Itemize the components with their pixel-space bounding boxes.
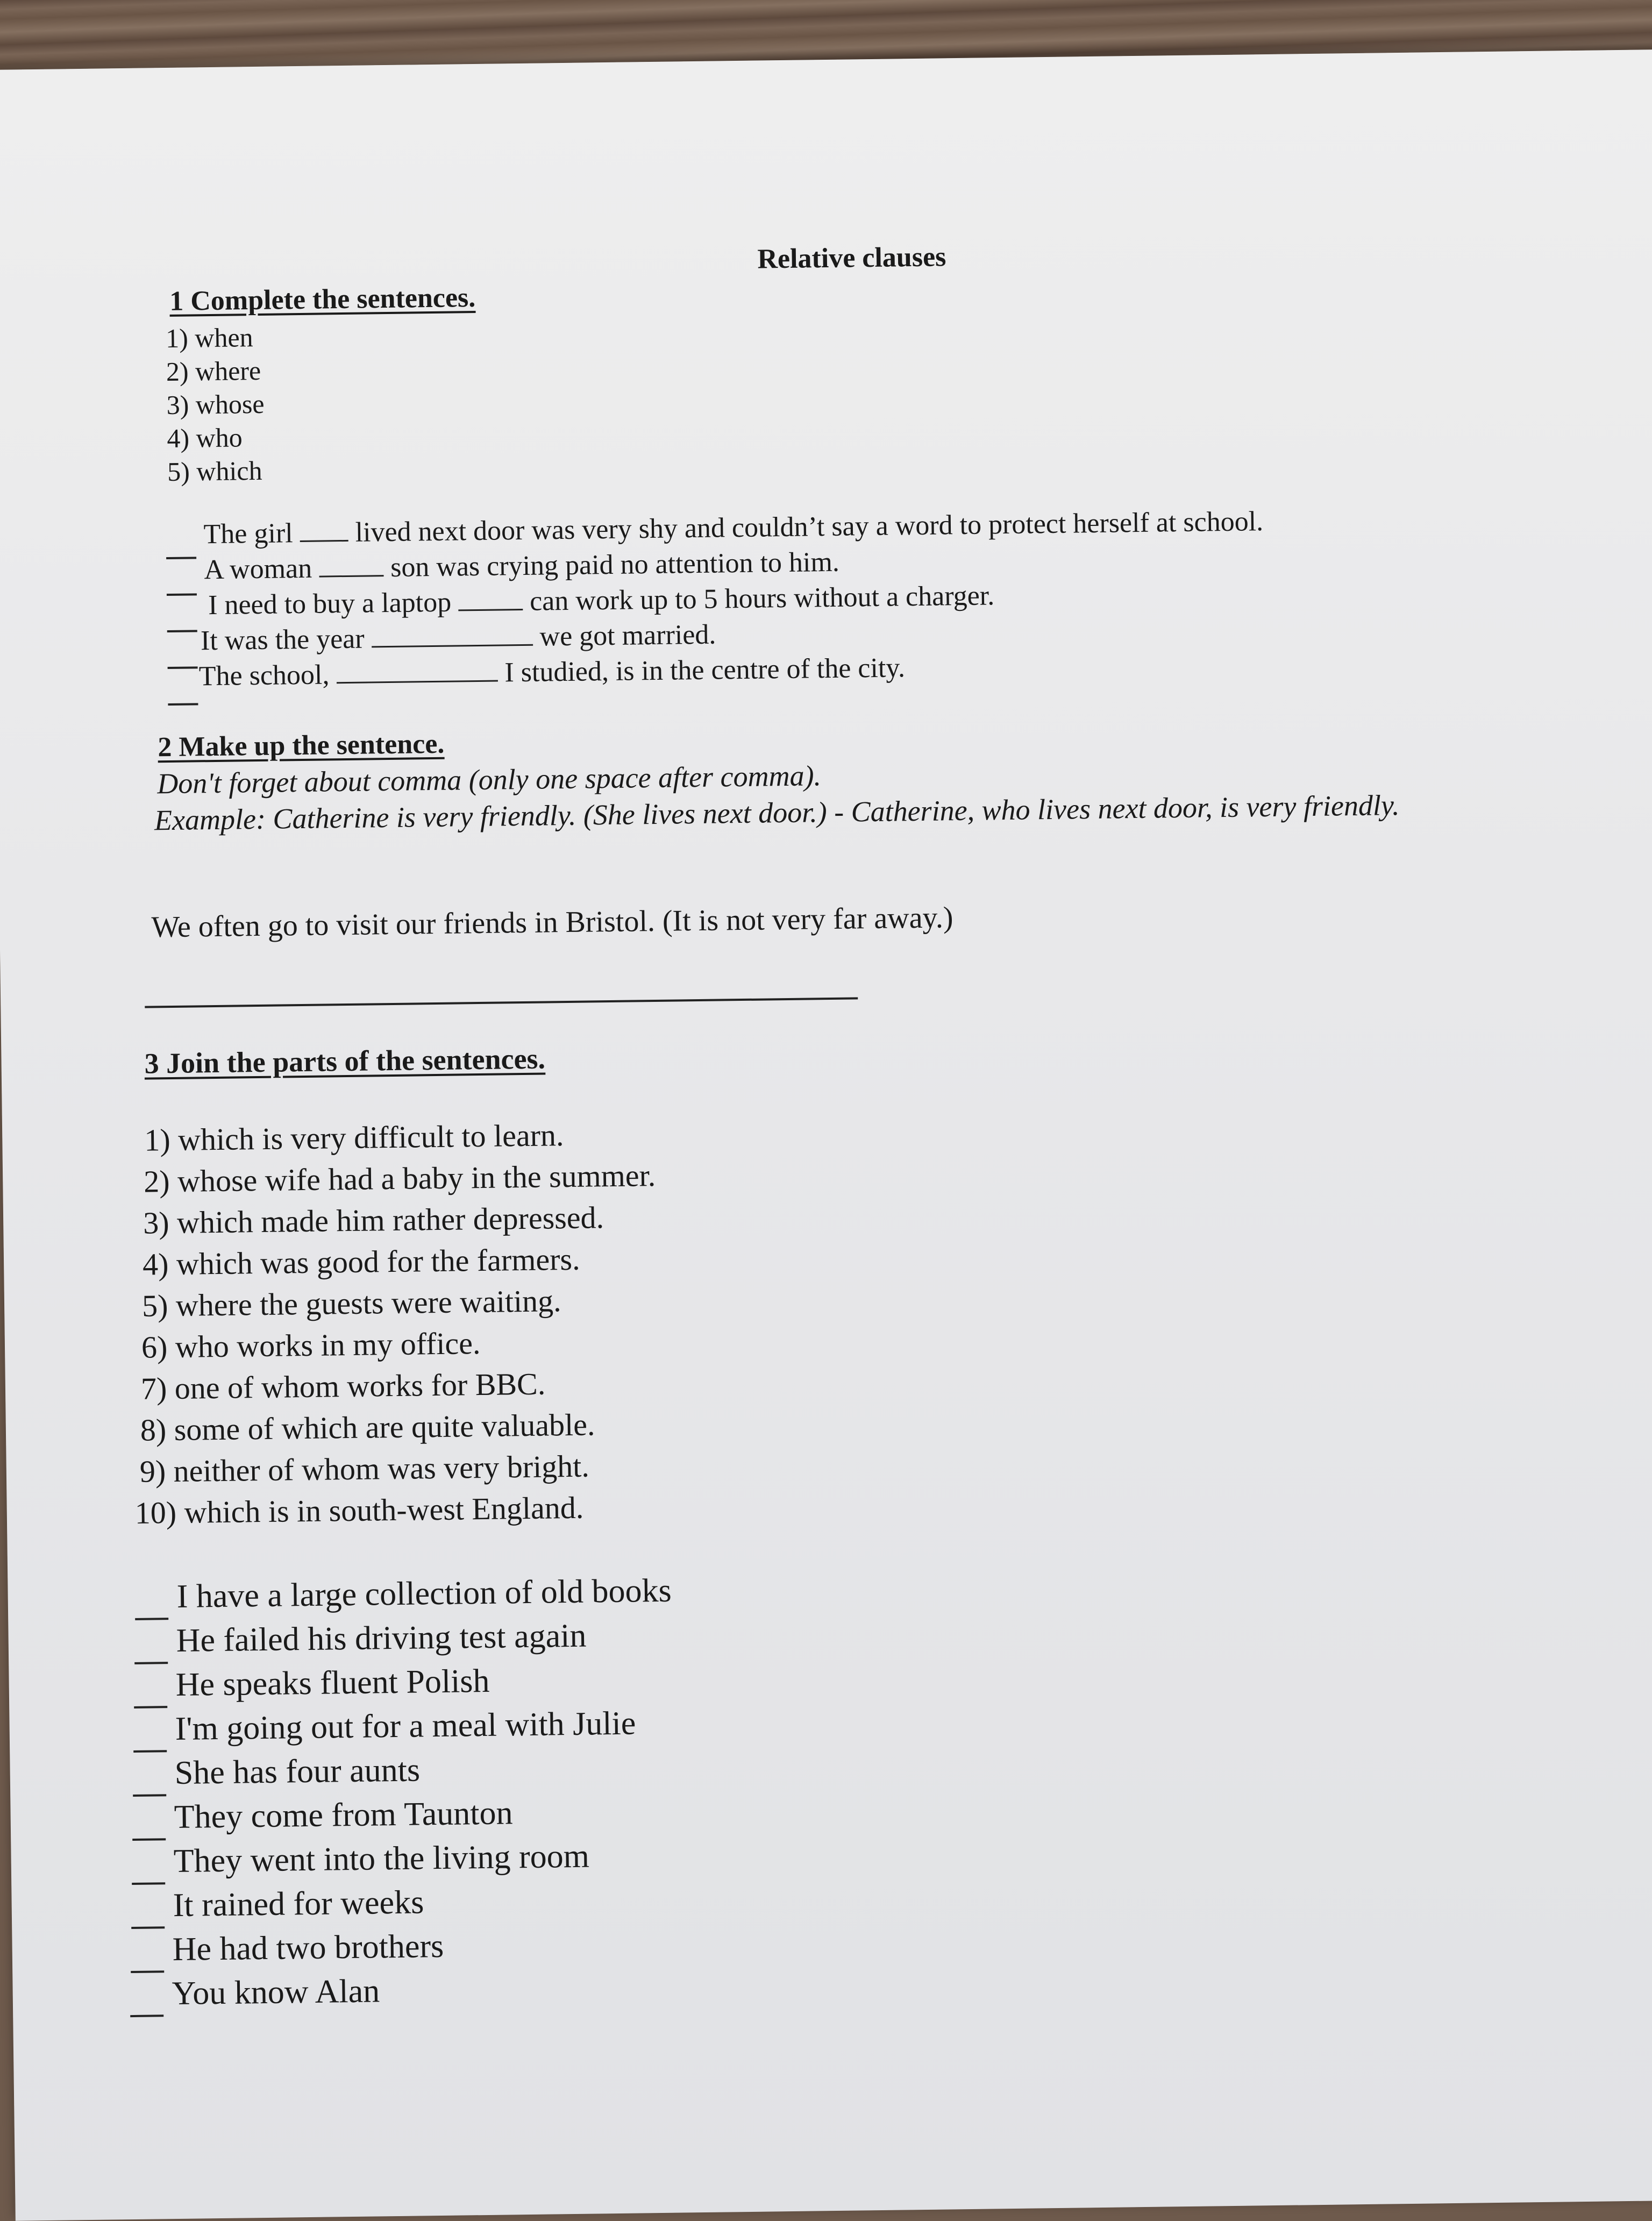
worksheet-page <box>0 49 1652 2221</box>
answer-blank[interactable] <box>132 1882 165 1885</box>
sentence-end: lived next door was very shy and couldn’t say a word to protect herself at school. <box>355 506 1264 548</box>
answer-blank[interactable] <box>166 557 196 559</box>
fill-gap[interactable] <box>300 516 348 542</box>
task2-example: Example: Catherine is very friendly. (She lives next door.) - Catherine, who lives next door, is very friendly. <box>154 789 1400 837</box>
task3-beginning: He had two brothers <box>172 1927 444 1968</box>
sentence-start: A woman <box>204 553 312 586</box>
task3-ending: 9) neither of whom was very bright. <box>139 1448 590 1489</box>
task3-ending: 3) which made him rather depressed. <box>143 1200 604 1241</box>
task1-sentence <box>198 651 905 692</box>
task1-heading: 1 Complete the sentences. <box>169 282 476 317</box>
task3-beginning: It rained for weeks <box>173 1884 424 1924</box>
task1-option: 1) when <box>165 322 253 354</box>
sentence-start: The school, <box>198 659 330 692</box>
task3-beginning: I'm going out for a meal with Julie <box>175 1705 636 1748</box>
task2-instruction: Don't forget about comma (only one space after comma). <box>156 759 822 800</box>
task1-option: 2) where <box>166 355 261 387</box>
fill-gap[interactable] <box>319 551 384 577</box>
task3-ending: 4) which was good for the farmers. <box>142 1241 580 1282</box>
task1-sentence <box>201 618 716 657</box>
sentence-end: we got married. <box>539 619 716 652</box>
answer-blank[interactable] <box>134 1706 167 1709</box>
sentence-start: I need to buy a laptop <box>208 587 452 621</box>
answer-blank[interactable] <box>131 1926 165 1929</box>
answer-blank[interactable] <box>168 666 198 669</box>
task1-sentence <box>208 579 995 621</box>
task3-ending: 10) which is in south-west England. <box>134 1490 584 1531</box>
answer-blank[interactable] <box>168 703 198 706</box>
task1-option: 5) which <box>167 455 262 487</box>
task3-beginning: They come from Taunton <box>174 1795 513 1836</box>
task3-beginning: I have a large collection of old books <box>176 1572 672 1615</box>
answer-blank[interactable] <box>131 1970 164 1973</box>
task1-option: 3) whose <box>166 388 265 421</box>
answer-blank[interactable] <box>167 593 197 596</box>
answer-blank[interactable] <box>167 630 197 632</box>
task2-heading: 2 Make up the sentence. <box>158 728 445 763</box>
answer-blank[interactable] <box>132 1838 166 1841</box>
task1-option: 4) who <box>167 422 243 454</box>
task3-ending: 1) which is very difficult to learn. <box>144 1117 564 1158</box>
answer-blank[interactable] <box>134 1662 168 1664</box>
sentence-start: It was the year <box>200 623 365 657</box>
sentence-end: can work up to 5 hours without a charger. <box>529 580 995 617</box>
task3-ending: 5) where the guests were waiting. <box>141 1283 561 1323</box>
task3-ending: 8) some of which are quite valuable. <box>140 1407 595 1448</box>
task3-ending: 2) whose wife had a baby in the summer. <box>143 1158 656 1199</box>
task3-beginning: He speaks fluent Polish <box>175 1662 490 1703</box>
task3-beginning: She has four aunts <box>174 1752 421 1792</box>
answer-blank[interactable] <box>133 1794 166 1797</box>
answer-blank[interactable] <box>130 2014 163 2017</box>
task3-beginning: He failed his driving test again <box>176 1617 587 1659</box>
task3-ending: 6) who works in my office. <box>141 1326 481 1365</box>
task3-heading: 3 Join the parts of the sentences. <box>144 1042 546 1080</box>
task3-beginning: You know Alan <box>172 1973 380 2012</box>
task3-ending: 7) one of whom works for BBC. <box>140 1366 546 1406</box>
worksheet-title: Relative clauses <box>757 241 946 275</box>
task2-sentence: We often go to visit our friends in Bristol. (It is not very far away.) <box>151 901 953 944</box>
sentence-end: I studied, is in the centre of the city. <box>504 652 906 688</box>
fill-gap[interactable] <box>371 621 533 648</box>
sentence-start: The girl <box>203 518 293 550</box>
fill-gap[interactable] <box>458 585 523 611</box>
task1-sentence <box>204 546 839 586</box>
task3-beginning: They went into the living room <box>173 1838 590 1880</box>
answer-blank[interactable] <box>133 1750 167 1753</box>
fill-gap[interactable] <box>336 657 498 684</box>
sentence-end: son was crying paid no attention to him. <box>390 546 840 583</box>
task1-sentence <box>203 505 1263 550</box>
answer-blank[interactable] <box>135 1618 168 1620</box>
task2-answer-line[interactable] <box>145 997 858 1008</box>
